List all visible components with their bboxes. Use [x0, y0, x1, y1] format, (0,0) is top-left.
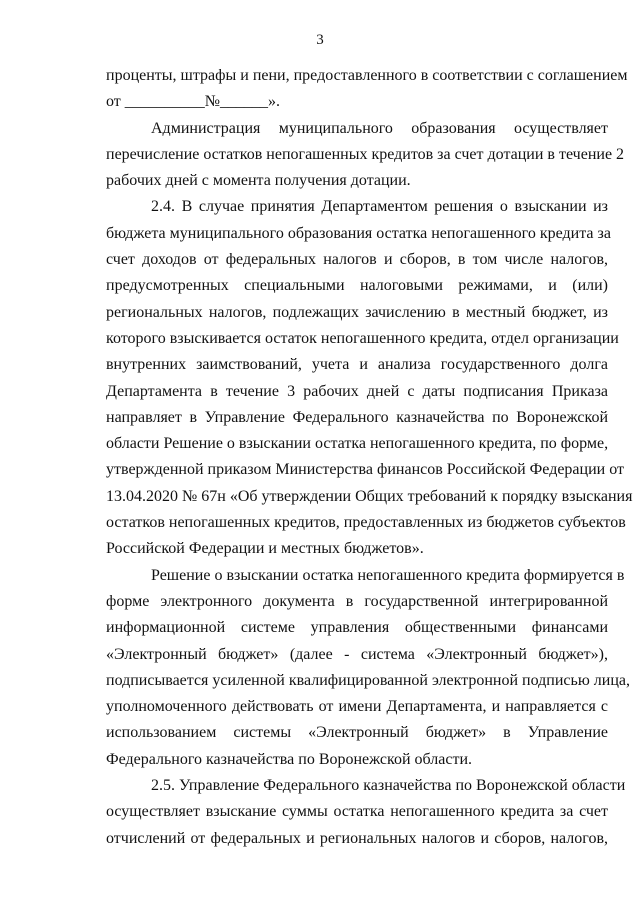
text-line: рабочих дней с момента получения дотации. — [106, 172, 411, 190]
text-line: «Электронный бюджет» (далее - система «Электронный бюджет»), — [106, 645, 608, 663]
text-line: которого взыскивается остаток непогашенного кредита, отдел организации — [106, 329, 619, 347]
text-line: утвержденной приказом Министерства финансов Российской Федерации от — [106, 461, 624, 479]
text-line: уполномоченного действовать от имени Департамента, и направляется с — [106, 698, 608, 716]
text-line: области Решение о взыскании остатка непогашенного кредита, по форме, — [106, 435, 609, 453]
text-line: от __________№______». — [106, 93, 281, 111]
text-line: Российской Федерации и местных бюджетов». — [106, 540, 424, 558]
text-line: остатков непогашенных кредитов, предоставленных из бюджетов субъектов — [106, 514, 626, 532]
text-line: направляет в Управление Федерального казначейства по Воронежской — [106, 408, 608, 426]
text-line: перечисление остатков непогашенных кредитов за счет дотации в течение 2 — [106, 145, 625, 163]
text-line: осуществляет взыскание суммы остатка непогашенного кредита за счет — [106, 803, 608, 821]
text-line: информационной системе управления общественными финансами — [106, 619, 608, 637]
text-line: 2.5. Управление Федерального казначейства по Воронежской области — [151, 777, 626, 795]
text-line: предусмотренных специальными налоговыми режимами, и (или) — [106, 277, 608, 295]
text-line: Федерального казначейства по Воронежской области. — [106, 750, 473, 768]
text-line: счет доходов от федеральных налогов и сборов, в том числе налогов, — [106, 251, 608, 269]
text-line: использованием системы «Электронный бюджет» в Управление — [106, 724, 608, 742]
text-line: Решение о взыскании остатка непогашенного кредита формируется в — [151, 566, 625, 584]
text-line: 2.4. В случае принятия Департаментом решения о взыскании из — [151, 198, 608, 216]
text-line: форме электронного документа в государственной интегрированной — [106, 592, 608, 610]
text-line: 13.04.2020 № 67н «Об утверждении Общих требований к порядку взыскания — [106, 487, 633, 505]
text-line: Департамента в течение 3 рабочих дней с даты подписания Приказа — [106, 382, 608, 400]
text-line: бюджета муниципального образования остатка непогашенного кредита за — [106, 224, 611, 242]
text-line: подписывается усиленной квалифицированной электронной подписью лица, — [106, 671, 630, 689]
text-line: региональных налогов, подлежащих зачислению в местный бюджет, из — [106, 303, 608, 321]
text-line: проценты, штрафы и пени, предоставленного в соответствии с соглашением — [106, 67, 628, 84]
text-line: внутренних заимствований, учета и анализа государственного долга — [106, 356, 608, 374]
text-line: отчислений от федеральных и региональных налогов и сборов, налогов, — [106, 829, 608, 847]
text-line: Администрация муниципального образования осуществляет — [151, 119, 608, 137]
document-body — [106, 63, 633, 852]
page-number: 3 — [316, 32, 324, 48]
